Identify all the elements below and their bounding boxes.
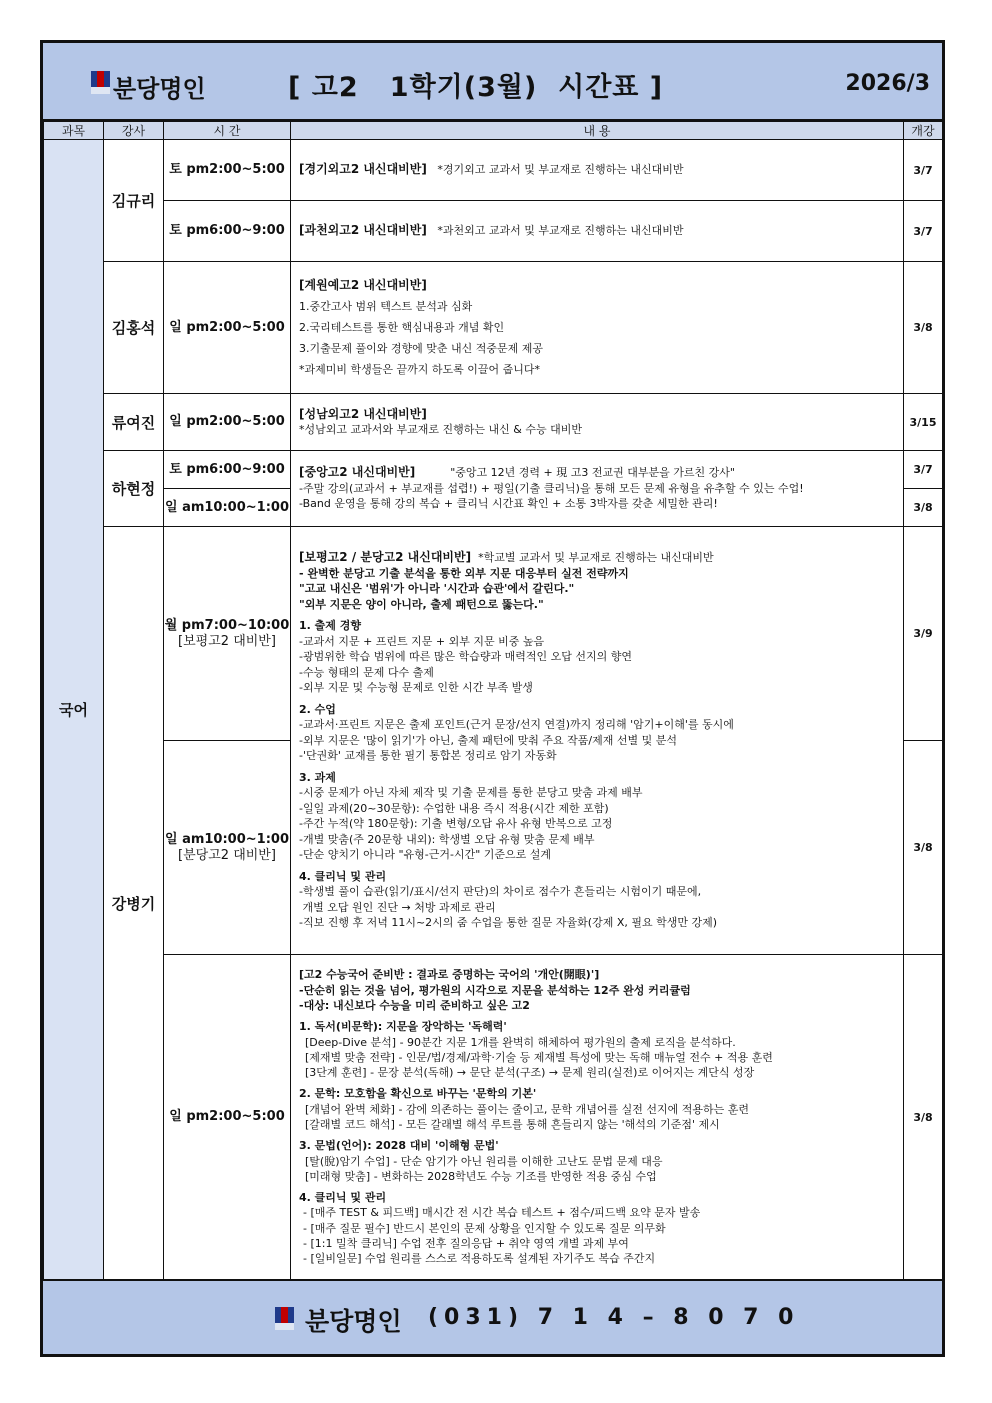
content-line: -외부 지문 및 수능형 문제로 인한 시간 부족 발생	[299, 681, 533, 695]
content-line: -수능 형태의 문제 다수 출제	[299, 665, 434, 679]
class-note: *경기외고 교과서 및 부교재로 진행하는 내신대비반	[437, 163, 684, 177]
brand-logo-icon	[91, 71, 110, 94]
class-time: 토 pm6:00~9:00	[164, 451, 291, 489]
content-line: -'단권화' 교재를 통한 필기 통합본 정리로 암기 자동화	[299, 749, 557, 763]
content-line: - [매주 TEST & 피드백] 매시간 전 시간 복습 테스트 + 점수/피드백 요약 문자 발송	[303, 1206, 701, 1220]
content-line: [미래형 맞춤] - 변화하는 2028학년도 수능 기조를 반영한 적용 중심 수업	[305, 1169, 657, 1183]
section-title: 3. 과제	[299, 770, 336, 784]
phone-number: (031) 7 1 4 – 8 0 7 0	[428, 1305, 800, 1330]
content-line: 3.기출문제 풀이와 경향에 맞춘 내신 적중문제 제공	[299, 342, 543, 355]
page-title: [ 고2 1학기(3월) 시간표 ]	[288, 72, 664, 103]
teacher-name: 강병기	[104, 527, 164, 1280]
class-title: [고2 수능국어 준비반 : 결과로 증명하는 국어의 '개안(開眼)']	[299, 968, 600, 982]
class-quote: "중앙고 12년 경력 + 現 고3 전교권 대부분을 가르친 강사"	[450, 466, 735, 480]
content-line: -개별 맞춤(주 20문항 내외): 학생별 오답 유형 맞춤 문제 배부	[299, 832, 595, 846]
content-line: -시중 문제가 아닌 자체 제작 및 기출 문제를 통한 분당고 맞춤 과제 배부	[299, 786, 643, 800]
content-line: -외부 지문은 '많이 읽기'가 아닌, 출제 패턴에 맞춰 주요 작품/제재 선별 및 분석	[299, 733, 677, 747]
class-title: [경기외고2 내신대비반]	[299, 162, 427, 177]
section-title: 4. 클리닉 및 관리	[299, 1191, 387, 1205]
class-note: *성남외고 교과서와 부교재로 진행하는 내신 & 수능 대비반	[299, 423, 582, 436]
content-line: 2.국리테스트를 통한 핵심내용과 개념 확인	[299, 321, 505, 334]
date-label: 2026/3	[845, 71, 930, 96]
time-value: 일 am10:00~1:00	[164, 831, 289, 847]
brand-name: 분당명인	[113, 75, 206, 103]
section-title: 2. 수업	[299, 702, 336, 716]
content-line: [제재별 맞춤 전략] - 인문/법/경제/과학·기술 등 제재별 특성에 맞는 독해 매뉴얼 전수 + 적용 훈련	[305, 1050, 773, 1064]
class-title: [보평고2 / 분당고2 내신대비반]	[299, 550, 472, 565]
content-line: - [1:1 밀착 클리닉] 수업 전후 질의응답 + 취약 영역 개별 과제 부여	[303, 1237, 629, 1251]
section-title: 1. 독서(비문학): 지문을 장악하는 '독해력'	[299, 1020, 507, 1034]
class-time: 일 pm2:00~5:00	[164, 394, 291, 451]
content-line: -대상: 내신보다 수능을 미리 준비하고 싶은 고2	[299, 998, 530, 1012]
class-content	[291, 527, 904, 955]
class-time: 토 pm6:00~9:00	[164, 201, 291, 262]
footer-brand: 분당명인	[305, 1307, 402, 1336]
section-title: 1. 출제 경향	[299, 619, 361, 633]
content-line: [갈래별 코드 해석] - 모든 갈래별 해석 루트를 통해 흔들리지 않는 '해석의 기준점' 제시	[305, 1118, 720, 1131]
content-line: [Deep-Dive 분석] - 90분간 지문 1개를 완벽히 해체하여 평가원의 출제 로직을 분석하다.	[305, 1035, 736, 1049]
start-date: 3/7	[904, 451, 943, 489]
header-banner	[43, 43, 942, 121]
start-date: 3/8	[904, 262, 943, 394]
content-line: "외부 지문은 양이 아니라, 출제 패턴으로 뚫는다."	[299, 597, 544, 611]
content-line: - [매주 질문 필수] 반드시 본인의 문제 상황을 인지할 수 있도록 질문 의무화	[303, 1221, 666, 1235]
teacher-name: 류여진	[104, 394, 164, 451]
content-line: 개별 오답 원인 진단 → 처방 과제로 관리	[299, 900, 496, 914]
content-line: -광범위한 학습 범위에 따른 많은 학습량과 매력적인 오답 선지의 향연	[299, 650, 632, 664]
start-date: 3/15	[904, 394, 943, 451]
class-note: *과천외고 교과서 및 부교재로 진행하는 내신대비반	[437, 224, 684, 238]
brand-logo-icon	[275, 1307, 294, 1330]
content-line: -일일 과제(20~30문항): 수업한 내용 즉시 적용(시간 제한 포함)	[299, 801, 609, 815]
time-sub: [분당고2 대비반]	[178, 847, 276, 863]
class-time	[164, 527, 291, 741]
content-line: *과제미비 학생들은 끝까지 하도록 이끌어 줍니다*	[299, 363, 541, 376]
section-title: 2. 문학: 모호함을 확신으로 바꾸는 '문학의 기본'	[299, 1087, 537, 1101]
content-line: [3단계 훈련] - 문장 분석(독해) → 문단 분석(구조) → 문제 원리(실전)로 이어지는 계단식 성장	[305, 1066, 755, 1080]
teacher-name: 하현정	[104, 451, 164, 527]
time-sub: [보평고2 대비반]	[178, 633, 276, 649]
content-line: - [일비일문] 수업 원리를 스스로 적용하도록 설계된 자기주도 복습 주간지	[303, 1252, 656, 1266]
time-value: 월 pm7:00~10:00	[164, 617, 290, 633]
class-content	[291, 201, 904, 262]
class-title: [성남외고2 내신대비반]	[299, 406, 427, 421]
timetable-sheet	[40, 40, 945, 1357]
col-start: 개강	[904, 122, 943, 140]
class-time	[164, 741, 291, 955]
col-teacher: 강사	[104, 122, 164, 140]
class-content	[291, 451, 904, 527]
class-time: 일 pm2:00~5:00	[164, 955, 291, 1280]
content-line: -단순 양치기 아니라 "유형-근거-시간" 기준으로 설계	[299, 848, 552, 862]
class-content	[291, 140, 904, 201]
footer-banner	[43, 1279, 942, 1354]
content-line: - 완벽한 분당고 기출 분석을 통한 외부 지문 대응부터 실전 전략까지	[299, 566, 629, 580]
content-line: -직보 진행 후 저녁 11시~2시의 줌 수업을 통한 질문 자율화(강제 X, 필요 학생만 강제)	[299, 916, 718, 930]
content-line: [개념어 완벽 체화] - 감에 의존하는 풀이는 줄이고, 문학 개념어를 실전 선지에 적용하는 훈련	[305, 1102, 750, 1116]
class-content	[291, 955, 904, 1280]
col-content: 내 용	[291, 122, 904, 140]
content-line: -Band 운영을 통해 강의 복습 + 클리닉 시간표 확인 + 소통 3박자를 갖춘 세밀한 관리!	[299, 497, 718, 511]
start-date: 3/7	[904, 140, 943, 201]
content-line: -학생별 풀이 습관(읽기/표시/선지 판단)의 차이로 점수가 흔들리는 시험이기 때문에,	[299, 885, 702, 899]
class-title: [중앙고2 내신대비반]	[299, 465, 416, 480]
start-date: 3/8	[904, 741, 943, 955]
content-line: -주간 누적(약 180문항): 기출 변형/오답 유사 유형 반복으로 고정	[299, 817, 613, 831]
section-title: 4. 클리닉 및 관리	[299, 869, 387, 883]
content-line: -단순히 읽는 것을 넘어, 평가원의 시각으로 지문을 분석하는 12주 완성 커리큘럼	[299, 983, 691, 997]
col-subject: 과목	[44, 122, 104, 140]
start-date: 3/8	[904, 489, 943, 527]
content-line: -주말 강의(교과서 + 부교재를 섭렵!) + 평일(기출 클리닉)을 통해 모든 문제 유형을 유추할 수 있는 수업!	[299, 481, 804, 495]
class-title: [계원예고2 내신대비반]	[299, 278, 427, 292]
content-line: "고교 내신은 '범위'가 아니라 '시간과 습관'에서 갈린다."	[299, 582, 575, 596]
class-title: [과천외고2 내신대비반]	[299, 223, 427, 238]
col-time: 시 간	[164, 122, 291, 140]
class-content	[291, 394, 904, 451]
start-date: 3/8	[904, 955, 943, 1280]
section-title: 3. 문법(언어): 2028 대비 '이해형 문법'	[299, 1139, 499, 1153]
class-time: 일 am10:00~1:00	[164, 489, 291, 527]
class-time: 일 pm2:00~5:00	[164, 262, 291, 394]
class-time: 토 pm2:00~5:00	[164, 140, 291, 201]
content-line: 1.중간고사 범위 텍스트 분석과 심화	[299, 300, 473, 313]
teacher-name: 김홍석	[104, 262, 164, 394]
teacher-name: 김규리	[104, 140, 164, 262]
subject-cell: 국어	[44, 140, 104, 1280]
class-note: *학교별 교과서 및 부교재로 진행하는 내신대비반	[478, 551, 714, 565]
class-content	[291, 262, 904, 394]
schedule-table	[43, 121, 943, 1280]
content-line: -교과서·프린트 지문은 출제 포인트(근거 문장/선지 연결)까지 정리해 '암기+이해'를 동시에	[299, 718, 734, 732]
start-date: 3/9	[904, 527, 943, 741]
content-line: -교과서 지문 + 프린트 지문 + 외부 지문 비중 높음	[299, 634, 545, 648]
start-date: 3/7	[904, 201, 943, 262]
content-line: [탈(脫)암기 수업] - 단순 암기가 아닌 원리를 이해한 고난도 문법 문제 대응	[305, 1154, 663, 1168]
